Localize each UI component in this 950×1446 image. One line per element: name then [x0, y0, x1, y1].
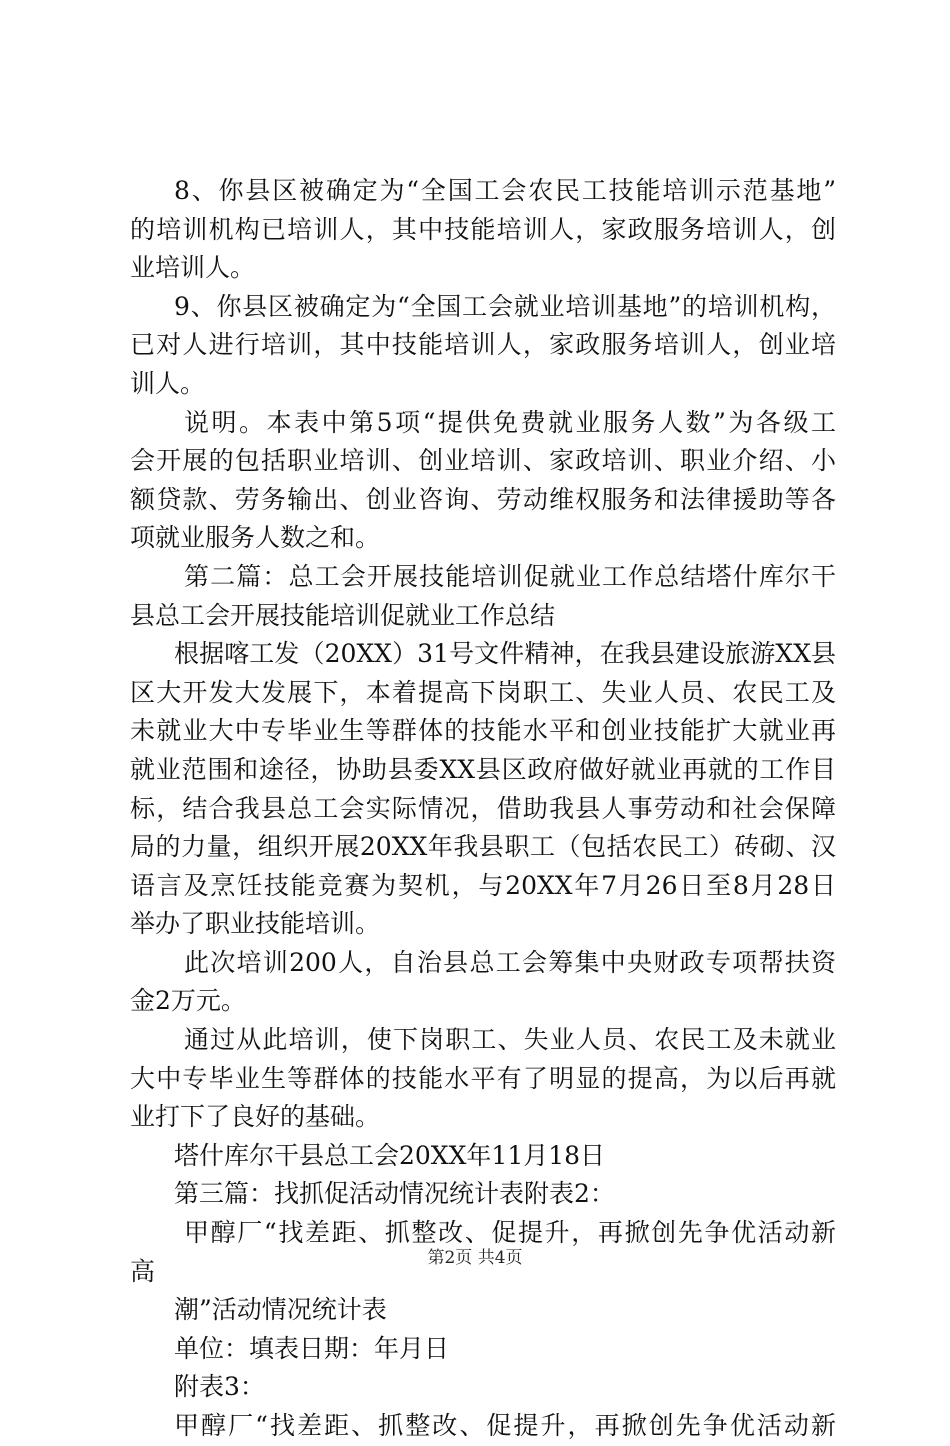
text-line: 已对人进行培训，其中技能培训人，家政服务培训人，创业培	[130, 330, 836, 360]
text-line: 业培训人。	[130, 253, 256, 283]
text-line: 说明。本表中第5项“提供免费就业服务人数”为各级工	[184, 407, 836, 437]
text-line: 训人。	[130, 368, 206, 398]
text-line: 金2万元。	[130, 986, 246, 1016]
text-line: 举办了职业技能培训。	[130, 909, 381, 939]
text-line: 局的力量，组织开展20XX年我县职工（包括农民工）砖砌、汉	[130, 832, 836, 862]
text-line: 甲醇厂“找差距、抓整改、促提升，再掀创先争优活动新	[184, 1218, 836, 1248]
text-line: 通过从此培训，使下岗职工、失业人员、农民工及未就业	[184, 1025, 836, 1055]
text-line: 此次培训200人，自治县总工会筹集中央财政专项帮扶资	[184, 947, 836, 977]
text-line: 区大开发大发展下，本着提高下岗职工、失业人员、农民工及	[130, 677, 836, 707]
text-line: 额贷款、劳务输出、创业咨询、劳动维权服务和法律援助等各	[130, 484, 836, 514]
text-line: 高	[130, 1256, 156, 1286]
text-line: 县总工会开展技能培训促就业工作总结	[130, 600, 556, 630]
text-line: 大中专毕业生等群体的技能水平有了明显的提高，为以后再就	[130, 1063, 836, 1093]
text-line: 标，结合我县总工会实际情况，借助我县人事劳动和社会保障	[130, 793, 836, 823]
text-line: 项就业服务人数之和。	[130, 523, 381, 553]
text-line: 根据喀工发（20XX）31号文件精神，在我县建设旅游XX县	[174, 639, 836, 669]
text-line: 9、你县区被确定为“全国工会就业培训基地”的培训机构，	[174, 291, 836, 321]
text-line: 未就业大中专毕业生等群体的技能水平和创业技能扩大就业再	[130, 716, 836, 746]
text-line: 附表3：	[174, 1372, 265, 1402]
text-line: 语言及烹饪技能竞赛为契机，与20XX年7月26日至8月28日	[130, 870, 836, 900]
text-line: 单位：填表日期：年月日	[174, 1333, 450, 1363]
text-line: 的培训机构已培训人，其中技能培训人，家政服务培训人，创	[130, 214, 836, 244]
text-line: 就业范围和途径，协助县委XX县区政府做好就业再就的工作目	[130, 754, 836, 784]
text-line: 业打下了良好的基础。	[130, 1102, 381, 1132]
text-line: 8、你县区被确定为“全国工会农民工技能培训示范基地”	[174, 176, 836, 205]
text-line: 塔什库尔干县总工会20XX年11月18日	[174, 1140, 606, 1170]
page-number: 第2页 共4页	[427, 1248, 523, 1268]
text-line: 第二篇：总工会开展技能培训促就业工作总结塔什库尔干	[184, 561, 836, 591]
text-line: 潮”活动情况统计表	[174, 1295, 387, 1325]
text-line: 甲醇厂“找差距、抓整改、促提升，再掀创先争优活动新	[174, 1411, 836, 1440]
text-line: 第三篇：找抓促活动情况统计表附表2：	[174, 1179, 615, 1209]
text-line: 会开展的包括职业培训、创业培训、家政培训、职业介绍、小	[130, 446, 836, 476]
